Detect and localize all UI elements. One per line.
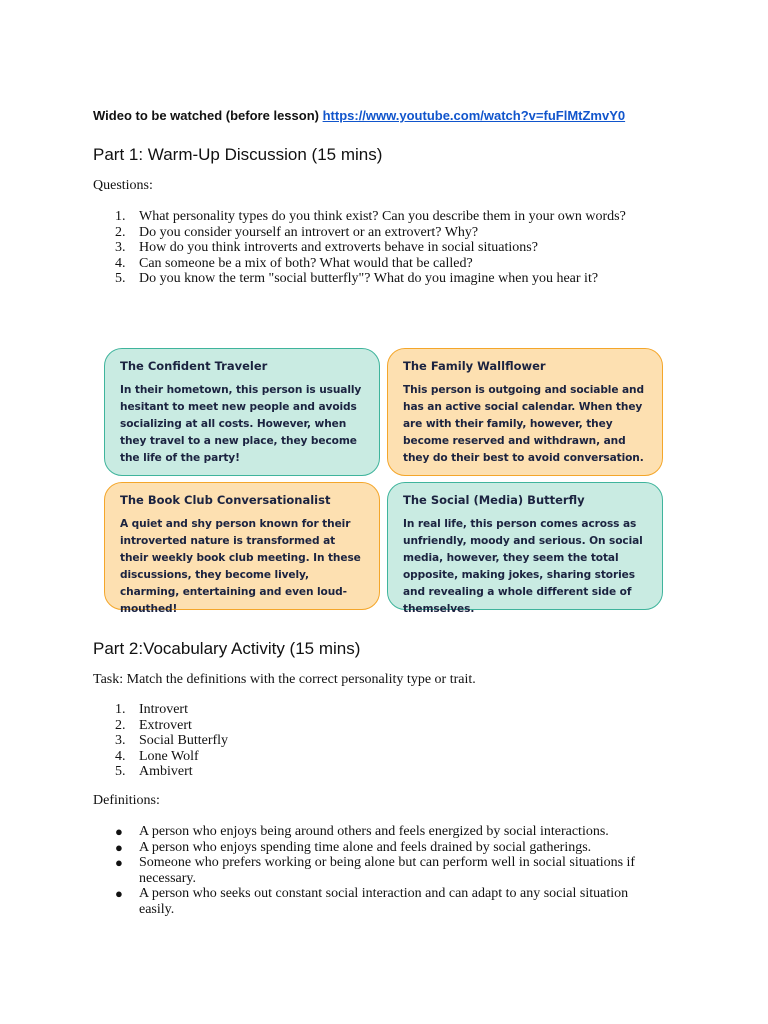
list-number: 3.: [115, 733, 126, 748]
list-item: [93, 225, 713, 241]
list-item: [93, 824, 653, 840]
term-text: Social Butterfly: [139, 733, 229, 748]
question-text: How do you think introverts and extroverts behave in social situations?: [139, 240, 538, 255]
list-item: [93, 764, 393, 780]
list-item: [93, 256, 713, 272]
vocabulary-list: [93, 702, 393, 780]
list-number: 2.: [115, 717, 126, 733]
list-number: 4.: [115, 255, 126, 271]
video-line: [93, 108, 625, 123]
term-text: Introvert: [139, 702, 188, 717]
part2-heading: Part 2:Vocabulary Activity (15 mins): [93, 639, 361, 658]
card-family-wallflower: [387, 348, 663, 476]
card-title: The Confident Traveler: [120, 359, 268, 373]
list-number: 4.: [115, 748, 126, 764]
list-item: [93, 733, 393, 749]
card-body: A quiet and shy person known for their introverted nature is transformed at their weekly book club meeting. In these discussions, they become lively, charming, entertaining and even loud-mouthed!: [120, 518, 361, 615]
card-body: This person is outgoing and sociable and has an active social calendar. When they are with their family, however, they become reserved and withdrawn, and they do their best to avoid conversation.: [403, 384, 644, 464]
bullet-icon: ●: [115, 886, 123, 901]
card-confident-traveler: [104, 348, 380, 476]
question-text: Do you know the term "social butterfly"? What do you imagine when you hear it?: [139, 271, 599, 286]
card-title: The Family Wallflower: [403, 359, 546, 373]
question-text: Can someone be a mix of both? What would that be called?: [139, 255, 473, 271]
card-title: The Social (Media) Butterfly: [403, 493, 585, 507]
question-text: What personality types do you think exist? Can you describe them in your own words?: [139, 209, 626, 224]
definitions-label: Definitions:: [93, 793, 160, 808]
card-book-club-conversationalist: [104, 482, 380, 615]
list-number: 1.: [115, 209, 126, 224]
list-item: [93, 240, 713, 256]
card-social-media-butterfly: [387, 482, 663, 615]
part1-heading: Part 1: Warm-Up Discussion (15 mins): [93, 145, 383, 164]
personality-cards: [104, 348, 666, 615]
list-item: [93, 855, 653, 886]
questions-list: [93, 209, 713, 287]
term-text: Extrovert: [139, 717, 192, 733]
list-number: 5.: [115, 271, 126, 286]
bullet-icon: ●: [115, 839, 123, 855]
card-title: The Book Club Conversationalist: [120, 493, 331, 507]
definition-text: A person who enjoys spending time alone and feels drained by social gatherings.: [139, 839, 592, 855]
definitions-list: [93, 824, 653, 917]
list-item: [93, 840, 653, 856]
video-label: Wideo to be watched (before lesson): [93, 108, 319, 123]
definition-text: Someone who prefers working or being alone but can perform well in social situations if necessary.: [139, 855, 636, 886]
list-number: 3.: [115, 240, 126, 255]
list-item: [93, 749, 393, 765]
list-number: 5.: [115, 764, 126, 779]
definition-text: A person who enjoys being around others and feels energized by social interactions.: [139, 824, 609, 839]
list-item: [93, 702, 393, 718]
list-number: 2.: [115, 224, 126, 240]
list-item: [93, 718, 393, 734]
list-item: [93, 209, 713, 225]
video-link[interactable]: https://www.youtube.com/watch?v=fuFlMtZmvY0: [322, 108, 626, 123]
definition-text: A person who seeks out constant social interaction and can adapt to any social situation easily.: [139, 886, 629, 917]
card-body: In their hometown, this person is usually hesitant to meet new people and avoids socializing at all costs. However, when they travel to a new place, they become the life of the party!: [120, 384, 362, 464]
term-text: Ambivert: [139, 764, 193, 779]
term-text: Lone Wolf: [139, 748, 199, 764]
list-item: [93, 271, 713, 287]
list-item: [93, 886, 653, 917]
card-body: In real life, this person comes across as unfriendly, moody and serious. On social media, however, they seem the total opposite, making jokes, sharing stories and revealing a whole different side of themselves.: [403, 518, 643, 615]
questions-label: Questions:: [93, 178, 153, 193]
bullet-icon: ●: [115, 855, 123, 870]
task-text: Task: Match the definitions with the correct personality type or trait.: [93, 672, 476, 687]
question-text: Do you consider yourself an introvert or an extrovert? Why?: [139, 224, 479, 240]
bullet-icon: ●: [115, 824, 123, 839]
list-number: 1.: [115, 702, 126, 717]
